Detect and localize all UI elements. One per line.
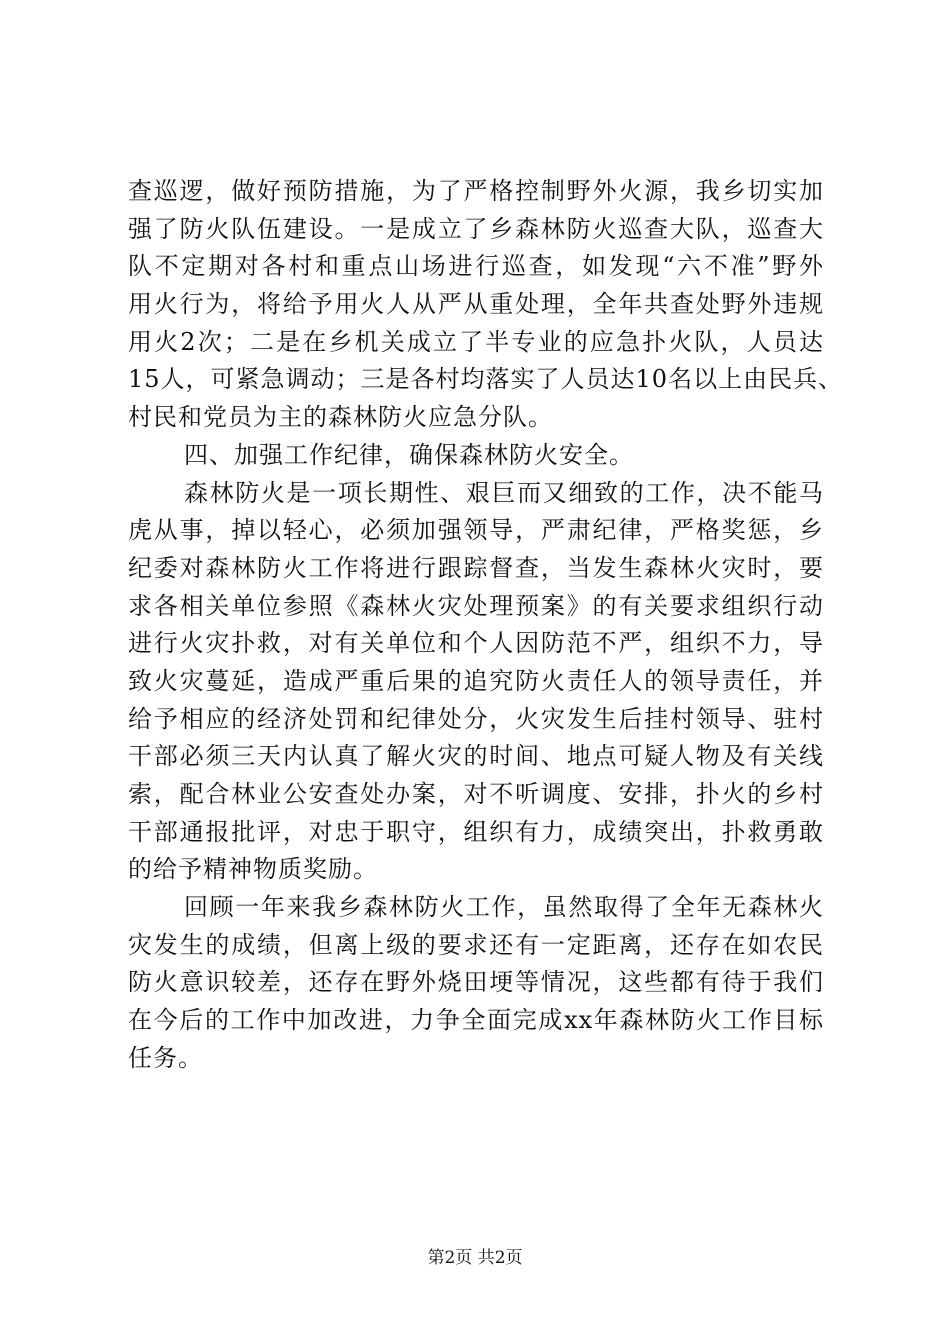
text-line: 用火行为，将给予用火人从严从重处理，全年共查处野外违规 — [128, 290, 824, 319]
text-line: 致火灾蔓延，造成严重后果的追究防火责任人的领导责任，并 — [128, 666, 824, 695]
text-line: 在今后的工作中加改进，力争全面完成xx年森林防火工作目标 — [128, 1006, 824, 1035]
text-line: 灾发生的成绩，但离上级的要求还有一定距离，还存在如农民 — [128, 930, 824, 959]
text-line: 用火2次；二是在乡机关成立了半专业的应急扑火队，人员达 — [128, 327, 824, 356]
text-line: 的给予精神物质奖励。 — [128, 855, 378, 884]
text-line: 村民和党员为主的森林防火应急分队。 — [128, 403, 553, 432]
page-number: 第2页 共2页 — [427, 1248, 523, 1268]
text-line: 进行火灾扑救，对有关单位和个人因防范不严，组织不力，导 — [128, 629, 824, 658]
text-line: 索，配合林业公安查处办案，对不听调度、安排，扑火的乡村 — [128, 780, 824, 808]
text-line: 15人，可紧急调动；三是各村均落实了人员达10名以上由民兵、 — [128, 365, 844, 394]
text-line: 虎从事，掉以轻心，必须加强领导，严肃纪律，严格奖惩，乡 — [128, 516, 824, 545]
text-line: 求各相关单位参照《森林火灾处理预案》的有关要求组织行动 — [128, 591, 824, 620]
text-line: 纪委对森林防火工作将进行跟踪督查，当发生森林火灾时，要 — [128, 553, 824, 582]
text-line: 队不定期对各村和重点山场进行巡查，如发现“六不准”野外 — [128, 252, 824, 281]
section-heading: 四、加强工作纪律，确保森林防火安全。 — [184, 440, 634, 469]
text-line: 给予相应的经济处罚和纪律处分，火灾发生后挂村领导、驻村 — [128, 704, 824, 733]
text-line: 查巡逻，做好预防措施，为了严格控制野外火源，我乡切实加 — [128, 177, 824, 205]
document-body — [128, 173, 844, 1078]
text-line: 回顾一年来我乡森林防火工作，虽然取得了全年无森林火 — [184, 893, 824, 922]
text-line: 森林防火是一项长期性、艰巨而又细致的工作，决不能马 — [184, 478, 824, 507]
text-line: 干部通报批评，对忠于职守，组织有力，成绩突出，扑救勇敢 — [128, 817, 824, 846]
text-line: 干部必须三天内认真了解火灾的时间、地点可疑人物及有关线 — [128, 742, 824, 771]
text-line: 强了防火队伍建设。一是成立了乡森林防火巡查大队，巡查大 — [128, 214, 824, 243]
text-line: 任务。 — [128, 1043, 203, 1072]
text-line: 防火意识较差，还存在野外烧田埂等情况，这些都有待于我们 — [128, 968, 824, 997]
